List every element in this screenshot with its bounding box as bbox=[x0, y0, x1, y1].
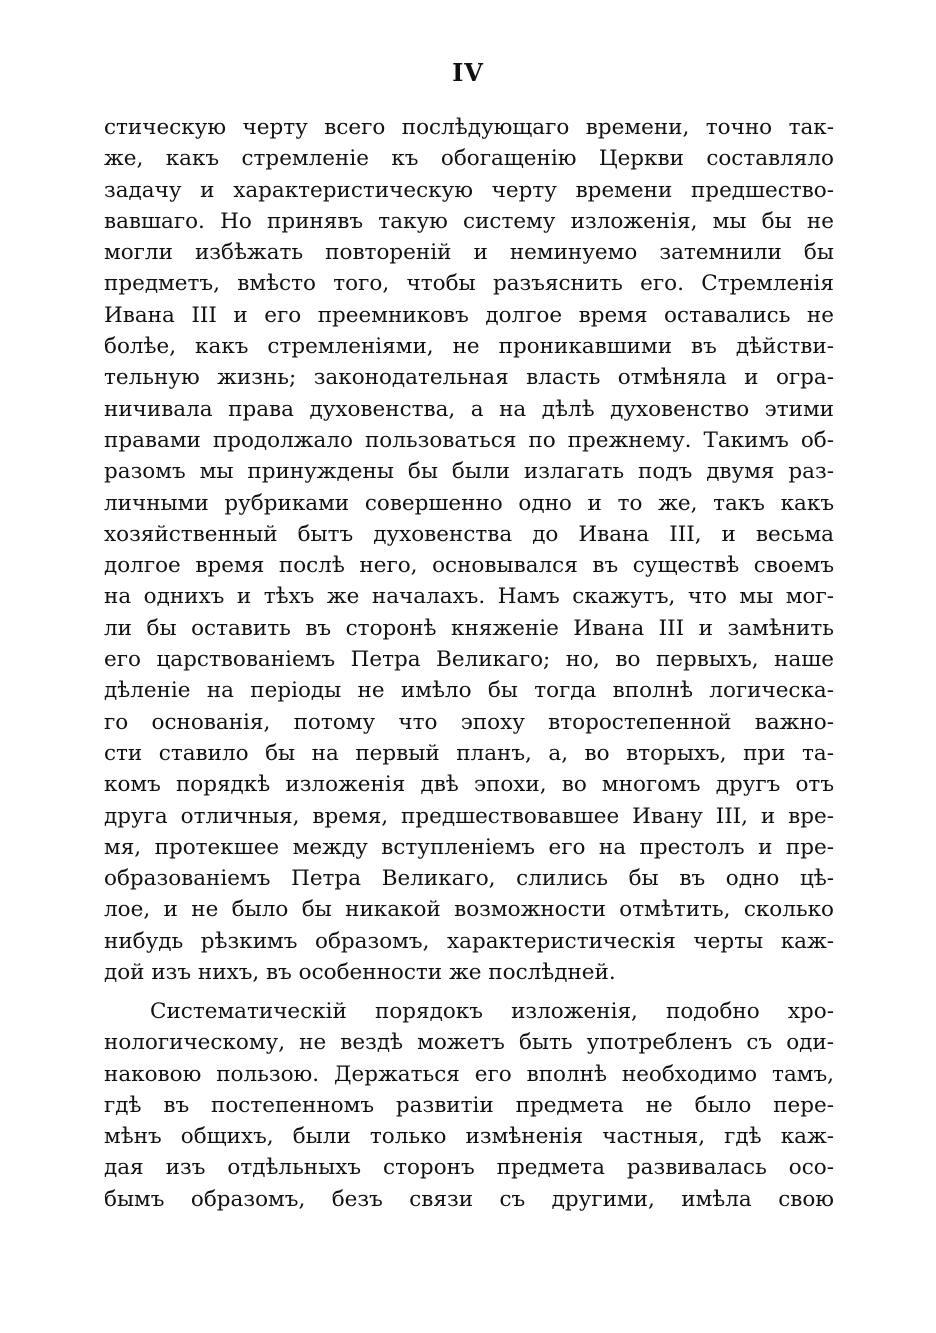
text-line: наковою пользою. Держаться его вполнѣ необходимо тамъ, bbox=[104, 1061, 834, 1087]
text-line: нологическому, не вездѣ можетъ быть употребленъ съ оди- bbox=[104, 1030, 834, 1056]
text-line: на однихъ и тѣхъ же началахъ. Намъ скажутъ, что мы мог- bbox=[104, 584, 834, 610]
text-line: тельную жизнь; законодательная власть отмѣняла и огра- bbox=[104, 365, 834, 391]
text-line: ли бы оставить въ сторонѣ княженіе Ивана III и замѣнить bbox=[104, 615, 834, 641]
text-line: Систематическій порядокъ изложенія, подобно хро- bbox=[150, 999, 834, 1024]
text-line: гдѣ въ постепенномъ развитіи предмета не было пере- bbox=[104, 1092, 834, 1118]
text-line: его царствованіемъ Петра Великаго; но, во первыхъ, наше bbox=[104, 647, 834, 673]
text-line: правами продолжало пользоваться по прежнему. Такимъ об- bbox=[104, 427, 834, 453]
text-line: дой изъ нихъ, въ особенности же послѣдней. bbox=[104, 960, 616, 986]
text-line: сти ставило бы на первый планъ, а, во вторыхъ, при та- bbox=[104, 740, 834, 766]
text-line: же, какъ стремленіе къ обогащенію Церкви составляло bbox=[104, 146, 834, 172]
text-line: долгое время послѣ него, основывался въ существѣ своемъ bbox=[104, 553, 834, 579]
paragraph-2 bbox=[104, 996, 834, 1215]
text-line: комъ порядкѣ изложенія двѣ эпохи, во многомъ другъ отъ bbox=[104, 772, 834, 798]
text-line: мя, протекшее между вступленіемъ его на престолъ и пре- bbox=[104, 834, 834, 860]
text-line: хозяйственный бытъ духовенства до Ивана III, и весьма bbox=[104, 521, 834, 547]
page-number: IV bbox=[452, 58, 484, 87]
text-line: дѣленіе на періоды не имѣло бы тогда вполнѣ логическа- bbox=[104, 678, 834, 704]
text-line: лое, и не было бы никакой возможности отмѣтить, сколько bbox=[104, 897, 834, 923]
text-line: образованіемъ Петра Великаго, слились бы въ одно цѣ- bbox=[104, 866, 834, 892]
text-line: стическую черту всего послѣдующаго времени, точно так- bbox=[104, 115, 834, 140]
text-line: нибудь рѣзкимъ образомъ, характеристическія черты каж- bbox=[104, 928, 834, 954]
paragraph-1 bbox=[104, 112, 834, 988]
text-line: болѣе, какъ стремленіями, не проникавшими въ дѣйстви- bbox=[104, 334, 834, 360]
text-line: задачу и характеристическую черту времени предшество- bbox=[104, 177, 834, 203]
text-line: го основанія, потому что эпоху второстепенной важно- bbox=[104, 709, 834, 735]
text-line: ничивала права духовенства, а на дѣлѣ духовенство этими bbox=[104, 396, 834, 422]
text-line: предметъ, вмѣсто того, чтобы разъяснить его. Стремленія bbox=[104, 271, 834, 297]
text-line: друга отличныя, время, предшествовавшее Ивану III, и вре- bbox=[104, 803, 834, 829]
text-line: личными рубриками совершенно одно и то же, такъ какъ bbox=[104, 490, 834, 516]
text-line: дая изъ отдѣльныхъ сторонъ предмета развивалась осо- bbox=[104, 1155, 834, 1181]
text-line: могли избѣжать повтореній и неминуемо затемнили бы bbox=[104, 240, 834, 266]
text-line: бымъ образомъ, безъ связи съ другими, имѣла свою bbox=[104, 1186, 834, 1212]
text-line: вавшаго. Но принявъ такую систему изложенія, мы бы не bbox=[104, 208, 834, 234]
text-line: мѣнъ общихъ, были только измѣненія частныя, гдѣ каж- bbox=[104, 1124, 834, 1150]
text-line: разомъ мы принуждены бы были излагать подъ двумя раз- bbox=[104, 459, 834, 485]
text-line: Ивана III и его преемниковъ долгое время оставались не bbox=[104, 302, 834, 328]
